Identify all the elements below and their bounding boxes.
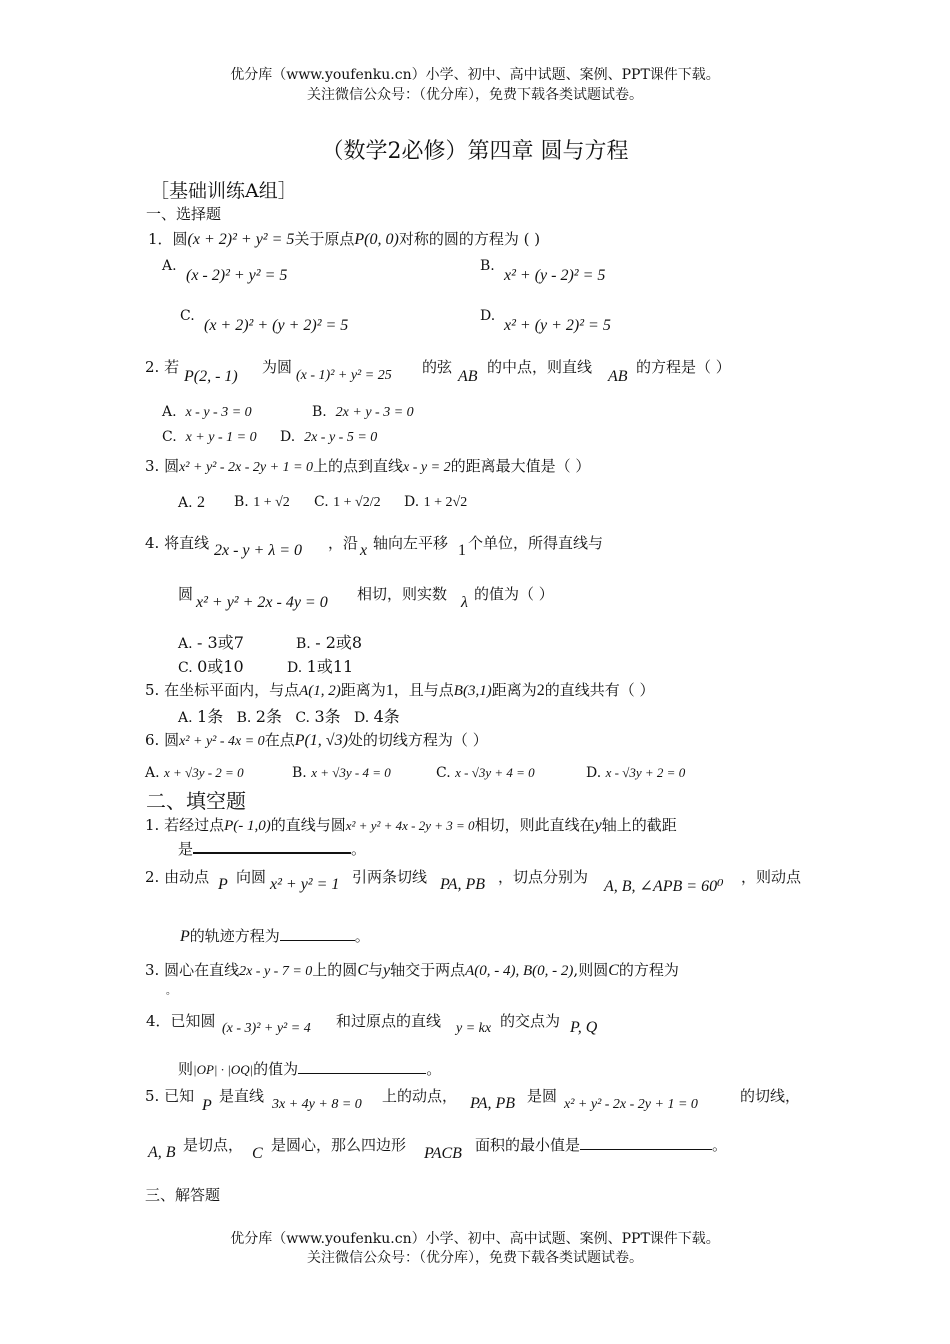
f5-c: C bbox=[252, 1145, 263, 1162]
f4-num: 4．已知圆 bbox=[146, 1012, 216, 1030]
q5-t3: 距离为 bbox=[491, 681, 537, 699]
q2-circle: (x - 1)² + y² = 25 bbox=[296, 368, 392, 383]
q5-options bbox=[178, 704, 400, 727]
q4-c-val: 0或10 bbox=[197, 657, 244, 676]
f5-t3: 是圆 bbox=[527, 1087, 558, 1105]
f2-answer-blank[interactable] bbox=[280, 926, 355, 941]
section-1-heading: 一、选择题 bbox=[146, 205, 222, 223]
q3-line: x - y = 2 bbox=[403, 460, 451, 475]
q5-c-label: C. bbox=[295, 710, 310, 726]
q2-option-a bbox=[162, 404, 252, 421]
f3-t3: 轴交于两点 bbox=[390, 961, 466, 979]
q4-option-b bbox=[296, 630, 362, 653]
q4-t4: 圆 bbox=[178, 585, 194, 603]
footer-line-1: 优分库（www.youfenku.cn）小学、初中、高中试题、案例、PPT课件下载。 bbox=[230, 1231, 720, 1247]
f4-circle: (x - 3)² + y² = 4 bbox=[222, 1021, 311, 1036]
q2-c-eq: x + y - 1 = 0 bbox=[185, 430, 257, 445]
f1-t5: 。 bbox=[351, 840, 367, 858]
f2-t1: 向圆 bbox=[236, 868, 267, 886]
q2-option-d bbox=[280, 429, 377, 446]
f2-p2: P bbox=[180, 928, 190, 945]
q4-a-label: A. bbox=[178, 636, 193, 652]
f2-t6: 。 bbox=[354, 927, 370, 945]
q1-option-a: (x - 2)² + y² = 5 bbox=[186, 267, 288, 284]
f1-t4: 是 bbox=[178, 840, 194, 858]
f3-t5: 的方程为 bbox=[618, 961, 679, 979]
f5-t5: 是切点， bbox=[183, 1136, 244, 1154]
q3-option-a bbox=[178, 494, 205, 512]
q6-point: P(1, √3) bbox=[294, 732, 348, 749]
q3-d-val: 1 + 2√2 bbox=[423, 495, 468, 510]
q6-c-eq: x - √3y + 4 = 0 bbox=[455, 765, 535, 780]
q3-a-label: A. bbox=[178, 495, 193, 511]
q2-b-label: B. bbox=[312, 404, 327, 420]
q1-num: 1．圆 bbox=[148, 230, 188, 248]
q4-a-val: - 3或7 bbox=[197, 633, 244, 652]
q5-b-val: 2条 bbox=[255, 707, 282, 726]
q1-equation: (x + 2)² + y² = 5 bbox=[187, 231, 295, 248]
q3-equation: x² + y² - 2x - 2y + 1 = 0 bbox=[179, 460, 314, 475]
header-line-2: 关注微信公众号：（优分库），免费下载各类试题试卷。 bbox=[307, 87, 643, 103]
f3-t2: 与 bbox=[367, 961, 383, 979]
q1-option-b-label: B. bbox=[480, 258, 495, 274]
f1-point: P(- 1,0) bbox=[224, 818, 271, 834]
q4-t6: 的值为（ ） bbox=[474, 585, 554, 603]
q2-b-eq: 2x + y - 3 = 0 bbox=[335, 405, 414, 420]
f3-t1: 上的圆 bbox=[312, 961, 358, 979]
f4-t2: 的交点为 bbox=[500, 1012, 561, 1030]
f2-pa-pb: PA, PB bbox=[440, 876, 486, 893]
f3-c2: C bbox=[608, 962, 619, 979]
f1-answer-blank[interactable] bbox=[193, 838, 351, 854]
q1-text2: 对称的圆的方程为 ( ) bbox=[398, 230, 541, 248]
q3-c-label: C. bbox=[314, 494, 329, 510]
q4-c-label: C. bbox=[178, 660, 193, 676]
f5-line: 3x + 4y + 8 = 0 bbox=[272, 1097, 362, 1112]
q6-b-label: B. bbox=[292, 765, 307, 781]
q5-t2: ，且与点 bbox=[393, 681, 454, 699]
q4-num: 4. 将直线 bbox=[145, 534, 210, 552]
f1-circle: x² + y² + 4x - 2y + 3 = 0 bbox=[345, 818, 475, 833]
f5-answer-blank[interactable] bbox=[580, 1135, 712, 1150]
subtitle: ［基础训练A组］ bbox=[150, 180, 297, 202]
fill-3 bbox=[145, 959, 679, 980]
q2-d-eq: 2x - y - 5 = 0 bbox=[304, 430, 378, 445]
f5-pa-pb: PA, PB bbox=[470, 1095, 516, 1112]
f5-t1: 是直线 bbox=[219, 1087, 265, 1105]
f2-num: 2. 由动点 bbox=[145, 868, 210, 886]
q2-point: P(2, - 1) bbox=[184, 368, 238, 385]
q3-d-label: D. bbox=[404, 494, 420, 510]
fill-2-answer bbox=[180, 925, 370, 946]
q2-a-label: A. bbox=[162, 404, 177, 420]
f3-points: A(0, - 4), B(0, - 2) bbox=[465, 963, 574, 979]
q6-option-c bbox=[436, 765, 535, 781]
q5-c-val: 3条 bbox=[314, 707, 341, 726]
q3-num: 3. 圆 bbox=[145, 457, 180, 475]
q2-t4: 的方程是（ ） bbox=[636, 358, 731, 376]
f5-ab: A, B bbox=[148, 1144, 176, 1161]
q5-text: 5. 在坐标平面内，与点 bbox=[145, 681, 300, 699]
q6-d-eq: x - √3y + 2 = 0 bbox=[605, 765, 686, 780]
question-5 bbox=[145, 679, 654, 700]
header-line-1: 优分库（www.youfenku.cn）小学、初中、高中试题、案例、PPT课件下载。 bbox=[230, 67, 720, 83]
f3-t4: ,则圆 bbox=[573, 961, 609, 979]
q6-option-b bbox=[292, 765, 391, 781]
q4-t3: 个单位，所得直线与 bbox=[468, 534, 604, 552]
f5-pacb: PACB bbox=[424, 1145, 462, 1162]
section-3-heading: 三、解答题 bbox=[145, 1186, 221, 1204]
q2-option-c bbox=[162, 429, 257, 446]
f5-t6: 是圆心，那么四边形 bbox=[271, 1136, 407, 1154]
q1-option-d: x² + (y + 2)² = 5 bbox=[504, 317, 611, 334]
q5-t4: 的直线共有（ ） bbox=[544, 681, 655, 699]
q5-b-label: B. bbox=[236, 710, 252, 726]
q6-d-label: D. bbox=[586, 765, 602, 781]
section-2-heading: 二、填空题 bbox=[146, 789, 246, 813]
f3-c: C bbox=[357, 962, 368, 979]
q6-a-label: A. bbox=[145, 765, 160, 781]
q3-option-d bbox=[404, 494, 467, 511]
f1-t3: 轴上的截距 bbox=[601, 816, 677, 834]
q1-text: 关于原点 bbox=[294, 230, 355, 248]
q5-point-b: B(3,1) bbox=[453, 683, 492, 699]
q6-num: 6. 圆 bbox=[145, 731, 180, 749]
f3-line: 2x - y - 7 = 0 bbox=[239, 964, 313, 979]
q3-a-val: 2 bbox=[197, 494, 206, 511]
f4-t1: 和过原点的直线 bbox=[336, 1012, 442, 1030]
f5-p: P bbox=[202, 1097, 212, 1114]
q3-c-val: 1 + √2/2 bbox=[333, 495, 381, 510]
f2-p: P bbox=[218, 876, 228, 893]
q1-option-b: x² + (y - 2)² = 5 bbox=[504, 267, 606, 284]
q3-b-label: B. bbox=[234, 494, 249, 510]
page-title: （数学2必修）第四章 圆与方程 bbox=[321, 139, 629, 164]
q4-t2: 轴向左平移 bbox=[373, 534, 449, 552]
q6-a-eq: x + √3y - 2 = 0 bbox=[164, 765, 244, 780]
f1-t2: 相切，则此直线在 bbox=[474, 816, 595, 834]
f2-t3: ，切点分别为 bbox=[498, 868, 589, 886]
q6-t1: 在点 bbox=[264, 731, 295, 749]
q6-b-eq: x + √3y - 4 = 0 bbox=[311, 765, 391, 780]
f5-circle: x² + y² - 2x - 2y + 1 = 0 bbox=[564, 1097, 698, 1112]
q4-n: 1 bbox=[458, 542, 466, 559]
q4-circle: x² + y² + 2x - 4y = 0 bbox=[196, 594, 328, 611]
q1-option-c-label: C. bbox=[180, 308, 195, 324]
q5-point-a: A(1, 2) bbox=[299, 683, 341, 699]
q5-a-label: A. bbox=[178, 710, 193, 726]
q3-option-c bbox=[314, 494, 381, 511]
question-6 bbox=[145, 729, 488, 750]
q2-t1: 为圆 bbox=[262, 358, 293, 376]
q5-t1: 距离为 bbox=[340, 681, 386, 699]
f1-y: y bbox=[594, 817, 602, 834]
fill-1-answer bbox=[178, 838, 366, 859]
f5-num: 5. 已知 bbox=[145, 1087, 195, 1105]
q6-option-d bbox=[586, 765, 685, 781]
q5-d1: 1 bbox=[385, 682, 394, 699]
q2-t2: 的弦 bbox=[422, 358, 453, 376]
q4-option-c bbox=[178, 654, 244, 677]
q2-a-eq: x - y - 3 = 0 bbox=[185, 405, 252, 420]
f2-circle: x² + y² = 1 bbox=[270, 876, 340, 893]
fill-4-answer bbox=[178, 1058, 441, 1079]
f4-line: y = kx bbox=[456, 1021, 492, 1036]
q3-t2: 的距离最大值是（ ） bbox=[450, 457, 591, 475]
question-1 bbox=[148, 228, 540, 249]
q4-option-a bbox=[178, 630, 244, 653]
f2-t5: 的轨迹方程为 bbox=[189, 927, 280, 945]
f2-t2: 引两条切线 bbox=[352, 868, 428, 886]
f3-num: 3. 圆心在直线 bbox=[145, 961, 240, 979]
q2-ab-1: AB bbox=[458, 368, 478, 385]
q4-t1: ，沿 bbox=[328, 534, 359, 552]
q6-c-label: C. bbox=[436, 765, 451, 781]
q4-b-val: - 2或8 bbox=[315, 633, 363, 652]
q4-lambda: λ bbox=[461, 594, 468, 611]
q2-ab-2: AB bbox=[608, 368, 628, 385]
f4-t5: 。 bbox=[426, 1060, 442, 1078]
q6-equation: x² + y² - 4x = 0 bbox=[179, 734, 265, 749]
q6-option-a bbox=[145, 765, 244, 781]
q3-t1: 上的点到直线 bbox=[313, 457, 404, 475]
f4-answer-blank[interactable] bbox=[298, 1059, 426, 1074]
q1-option-a-label: A. bbox=[162, 258, 177, 274]
q4-d-val: 1或11 bbox=[306, 657, 354, 676]
q3-option-b bbox=[234, 494, 290, 511]
f5-t4: 的切线， bbox=[740, 1087, 801, 1105]
q2-t3: 的中点，则直线 bbox=[487, 358, 593, 376]
q1-option-c: (x + 2)² + (y + 2)² = 5 bbox=[204, 317, 349, 334]
q3-b-val: 1 + √2 bbox=[253, 495, 290, 510]
q2-num: 2. 若 bbox=[145, 358, 180, 376]
q4-axis: x bbox=[360, 542, 368, 559]
q4-b-label: B. bbox=[296, 636, 311, 652]
f4-t4: 的值为 bbox=[253, 1060, 299, 1078]
q2-d-label: D. bbox=[280, 429, 296, 445]
f5-t7: 面积的最小值是 bbox=[475, 1136, 581, 1154]
f4-product: |OP| · |OQ| bbox=[193, 1062, 254, 1077]
f4-t3: 则 bbox=[178, 1060, 194, 1078]
q5-a-val: 1条 bbox=[197, 707, 224, 726]
q5-d-val: 4条 bbox=[373, 707, 400, 726]
q5-d-label: D. bbox=[353, 710, 370, 726]
f1-num: 1. 若经过点 bbox=[145, 816, 225, 834]
f5-t2: 上的动点， bbox=[382, 1087, 458, 1105]
q1-option-d-label: D. bbox=[480, 308, 496, 324]
fill-1 bbox=[145, 814, 677, 835]
q1-point: P(0, 0) bbox=[354, 231, 399, 248]
q6-t2: 处的切线方程为（ ） bbox=[347, 731, 488, 749]
q5-d2: 2 bbox=[536, 682, 545, 699]
question-3 bbox=[145, 455, 590, 476]
f3-t6: 。 bbox=[166, 986, 176, 997]
q4-line: 2x - y + λ = 0 bbox=[214, 542, 303, 559]
q4-option-d bbox=[287, 654, 353, 677]
f5-t8: 。 bbox=[712, 1136, 728, 1154]
q4-t5: 相切，则实数 bbox=[357, 585, 448, 603]
f4-pq: P, Q bbox=[570, 1019, 598, 1036]
f1-t1: 的直线与圆 bbox=[270, 816, 346, 834]
fill-5-answer bbox=[475, 1134, 727, 1155]
q2-c-label: C. bbox=[162, 429, 177, 445]
f2-angle: A, B, ∠APB = 60⁰ bbox=[604, 878, 724, 895]
footer-line-2: 关注微信公众号：（优分库），免费下载各类试题试卷。 bbox=[307, 1250, 643, 1266]
f2-t4: ，则动点 bbox=[741, 868, 802, 886]
q4-d-label: D. bbox=[287, 660, 303, 676]
f3-y: y bbox=[383, 962, 391, 979]
q2-option-b bbox=[312, 404, 414, 421]
